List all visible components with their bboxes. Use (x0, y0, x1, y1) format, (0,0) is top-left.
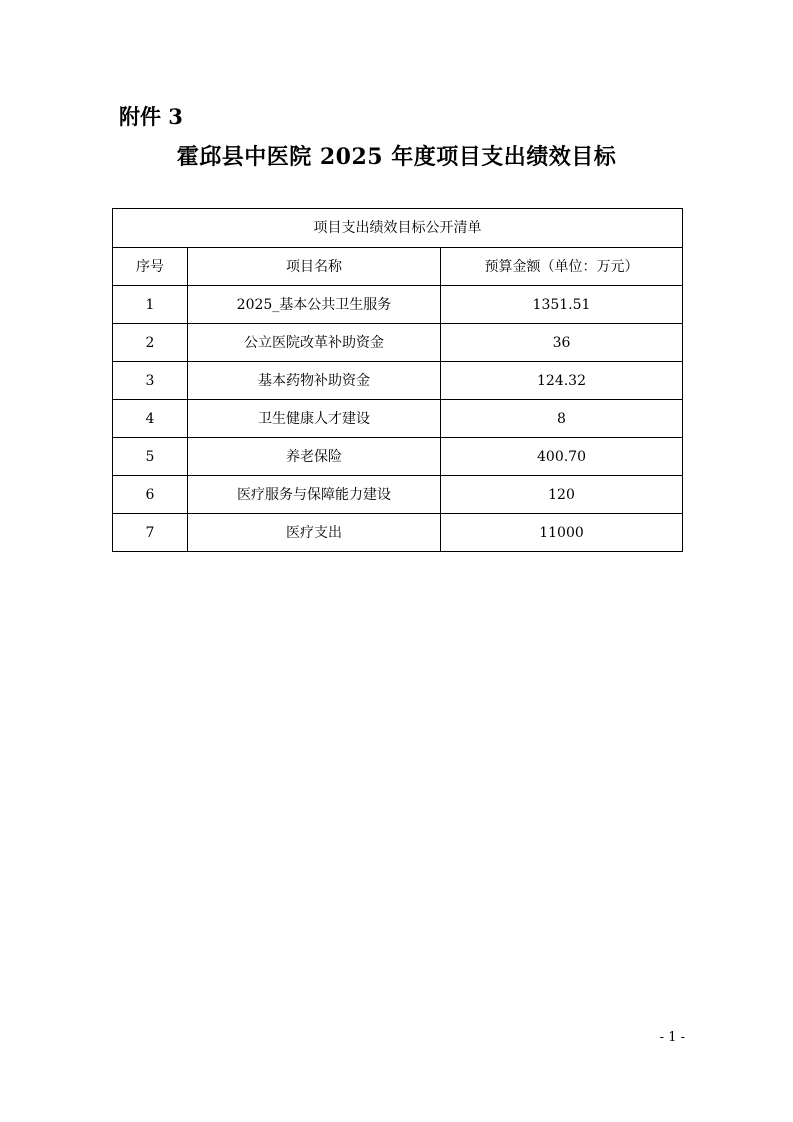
row-index: 4 (113, 400, 188, 438)
budget-table (112, 208, 683, 552)
row-budget-amount: 11000 (441, 514, 683, 552)
table-row (113, 324, 683, 362)
row-index: 7 (113, 514, 188, 552)
row-budget-amount: 36 (441, 324, 683, 362)
row-budget-amount: 1351.51 (441, 286, 683, 324)
row-project-name: 养老保险 (188, 438, 441, 476)
row-index: 3 (113, 362, 188, 400)
table-row (113, 514, 683, 552)
table-row (113, 286, 683, 324)
row-project-name: 基本药物补助资金 (188, 362, 441, 400)
row-budget-amount: 120 (441, 476, 683, 514)
row-budget-amount: 400.70 (441, 438, 683, 476)
attachment-label: 附件 3 (119, 104, 183, 129)
row-budget-amount: 124.32 (441, 362, 683, 400)
column-header-budget: 预算金额（单位：万元） (441, 248, 683, 286)
table-row (113, 476, 683, 514)
row-project-name: 医疗支出 (188, 514, 441, 552)
row-budget-amount: 8 (441, 400, 683, 438)
document-title: 霍邱县中医院 2025 年度项目支出绩效目标 (176, 144, 617, 170)
column-header-project-name: 项目名称 (188, 248, 441, 286)
row-index: 1 (113, 286, 188, 324)
table-row (113, 362, 683, 400)
table-row (113, 438, 683, 476)
table-caption-row (113, 209, 683, 248)
row-project-name: 公立医院改革补助资金 (188, 324, 441, 362)
table-caption: 项目支出绩效目标公开清单 (113, 209, 683, 248)
table-row (113, 400, 683, 438)
row-project-name: 2025_基本公共卫生服务 (188, 286, 441, 324)
row-index: 6 (113, 476, 188, 514)
row-index: 2 (113, 324, 188, 362)
row-project-name: 医疗服务与保障能力建设 (188, 476, 441, 514)
table-header-row (113, 248, 683, 286)
page-number: - 1 - (659, 1030, 685, 1045)
row-project-name: 卫生健康人才建设 (188, 400, 441, 438)
column-header-index: 序号 (113, 248, 188, 286)
row-index: 5 (113, 438, 188, 476)
